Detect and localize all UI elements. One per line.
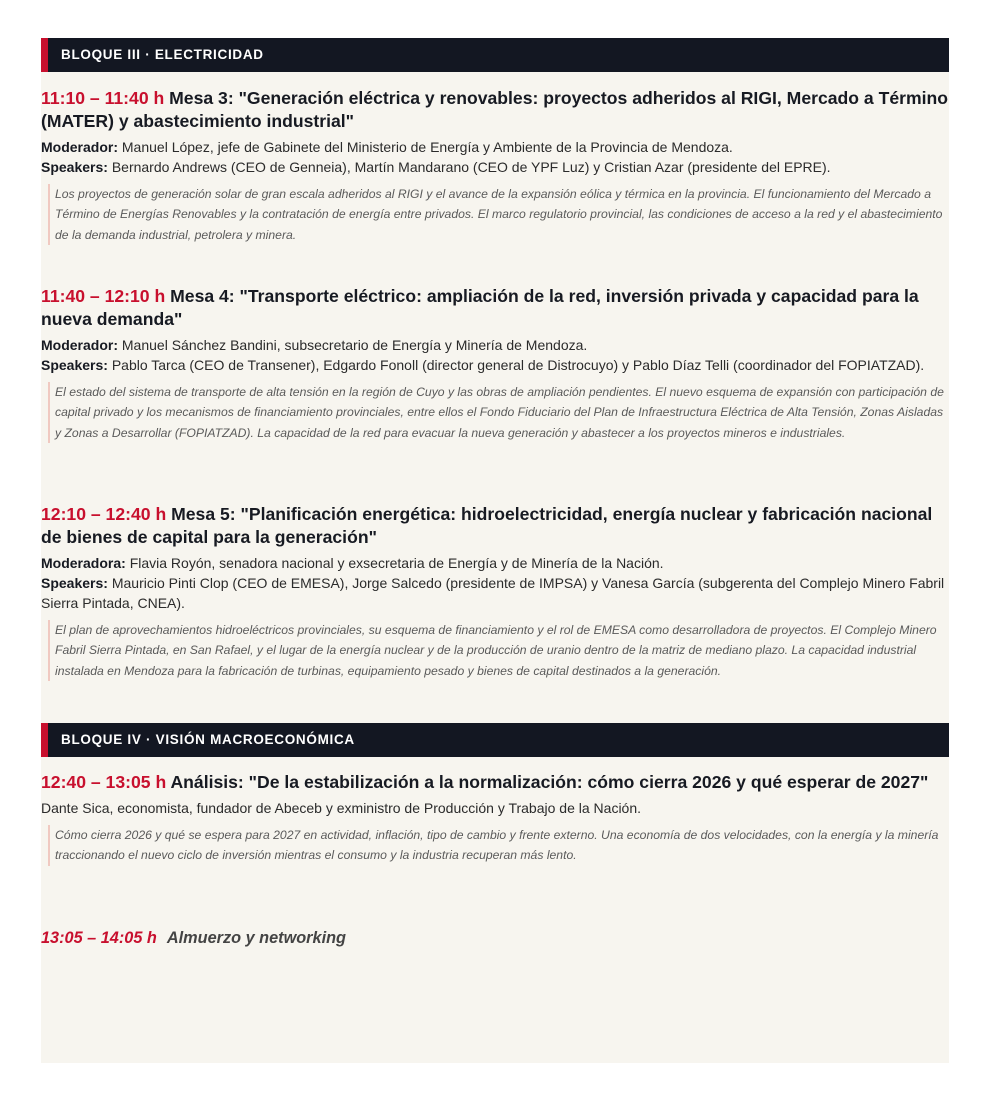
session-name: Mesa 4: "Transporte eléctrico: ampliación de la red, inversión privada y capacidad para la nueva demanda" xyxy=(41,286,919,329)
session-name: Análisis: "De la estabilización a la normalización: cómo cierra 2026 y qué esperar de 2027" xyxy=(170,772,929,792)
session-time: 12:10 – 12:40 h xyxy=(41,504,167,524)
session-title xyxy=(41,771,949,794)
moderator-text: Manuel López, jefe de Gabinete del Ministerio de Energía y Ambiente de la Provincia de Mendoza. xyxy=(121,139,733,155)
moderator-label: Moderador: xyxy=(41,139,118,155)
session-description: Los proyectos de generación solar de gran escala adheridos al RIGI y el avance de la expansión eólica y térmica en la provincia. El funcionamiento del Mercado a Término de Energías Renovables y la contratación de energía entre privados. El marco regulatorio provincial, las condiciones de acceso a la red y el abastecimiento de la demanda industrial, petrolera y minera. xyxy=(48,184,949,245)
block-title: BLOQUE IV · VISIÓN MACROECONÓMICA xyxy=(61,732,355,747)
speakers-line xyxy=(41,355,949,375)
speakers-text: Pablo Tarca (CEO de Transener), Edgardo Fonoll (director general de Distrocuyo) y Pablo Díaz Telli (coordinador del FOPIATZAD). xyxy=(111,357,925,373)
speakers-label: Speakers: xyxy=(41,159,108,175)
lunch-time: 13:05 – 14:05 h xyxy=(41,929,157,947)
moderator-text: Flavia Royón, senadora nacional y exsecretaria de Energía y de Minería de la Nación. xyxy=(129,555,664,571)
speakers-line xyxy=(41,157,949,177)
lunch-item xyxy=(41,928,346,948)
moderator-label: Moderador: xyxy=(41,337,118,353)
session-mesa-5 xyxy=(41,503,949,681)
session-description: El estado del sistema de transporte de alta tensión en la región de Cuyo y las obras de ampliación pendientes. El nuevo esquema de expansión con participación de capital privado y los mecanismos de financiamiento provinciales, entre ellos el Fondo Fiduciario del Plan de Infraestructura Eléctrica de Alta Tensión, Zonas Aisladas y Zonas a Desarrollar (FOPIATZAD). La capacidad de la red para evacuar la nueva generación y abastecer a los proyectos mineros e industriales. xyxy=(48,382,949,443)
moderator-line xyxy=(41,137,949,157)
session-mesa-4 xyxy=(41,285,949,443)
session-description: Cómo cierra 2026 y qué se espera para 2027 en actividad, inflación, tipo de cambio y frente externo. Una economía de dos velocidades, con la energía y la minería traccionando el nuevo ciclo de inversión mientras el consumo y la industria recuperan más lento. xyxy=(48,825,949,866)
session-analisis xyxy=(41,771,949,866)
speakers-line xyxy=(41,573,949,613)
session-name: Mesa 5: "Planificación energética: hidroelectricidad, energía nuclear y fabricación nacional de bienes de capital para la generación" xyxy=(41,504,933,547)
block-title: BLOQUE III · ELECTRICIDAD xyxy=(61,47,264,62)
speakers-text: Bernardo Andrews (CEO de Genneia), Martín Mandarano (CEO de YPF Luz) y Cristian Azar (presidente del EPRE). xyxy=(111,159,831,175)
moderator-line xyxy=(41,553,949,573)
session-name: Mesa 3: "Generación eléctrica y renovables: proyectos adheridos al RIGI, Mercado a Término (MATER) y abastecimiento industrial" xyxy=(41,88,948,131)
session-time: 11:10 – 11:40 h xyxy=(41,88,165,108)
moderator-label: Moderadora: xyxy=(41,555,126,571)
session-time: 12:40 – 13:05 h xyxy=(41,772,167,792)
session-title xyxy=(41,87,949,133)
speakers-label: Speakers: xyxy=(41,357,108,373)
speakers-label: Speakers: xyxy=(41,575,108,591)
session-time: 11:40 – 12:10 h xyxy=(41,286,166,306)
moderator-line xyxy=(41,335,949,355)
block-header-electricidad xyxy=(41,38,949,72)
moderator-text: Manuel Sánchez Bandini, subsecretario de Energía y Minería de Mendoza. xyxy=(121,337,588,353)
session-title xyxy=(41,285,949,331)
speaker-line: Dante Sica, economista, fundador de Abeceb y exministro de Producción y Trabajo de la Nación. xyxy=(41,800,642,816)
session-title xyxy=(41,503,949,549)
block-header-macroeconomica xyxy=(41,723,949,757)
lunch-title: Almuerzo y networking xyxy=(166,929,346,947)
speakers-text: Mauricio Pinti Clop (CEO de EMESA), Jorge Salcedo (presidente de IMPSA) y Vanesa García (subgerenta del Complejo Minero Fabril Sierra Pintada, CNEA). xyxy=(41,575,945,611)
session-description: El plan de aprovechamientos hidroeléctricos provinciales, su esquema de financiamiento y el rol de EMESA como desarrolladora de proyectos. El Complejo Minero Fabril Sierra Pintada, en San Rafael, y el lugar de la energía nuclear y de la producción de uranio dentro de la matriz de mediano plazo. La capacidad industrial instalada en Mendoza para la fabricación de turbinas, equipamiento pesado y bienes de capital destinados a la generación. xyxy=(48,620,949,681)
session-mesa-3 xyxy=(41,87,949,245)
